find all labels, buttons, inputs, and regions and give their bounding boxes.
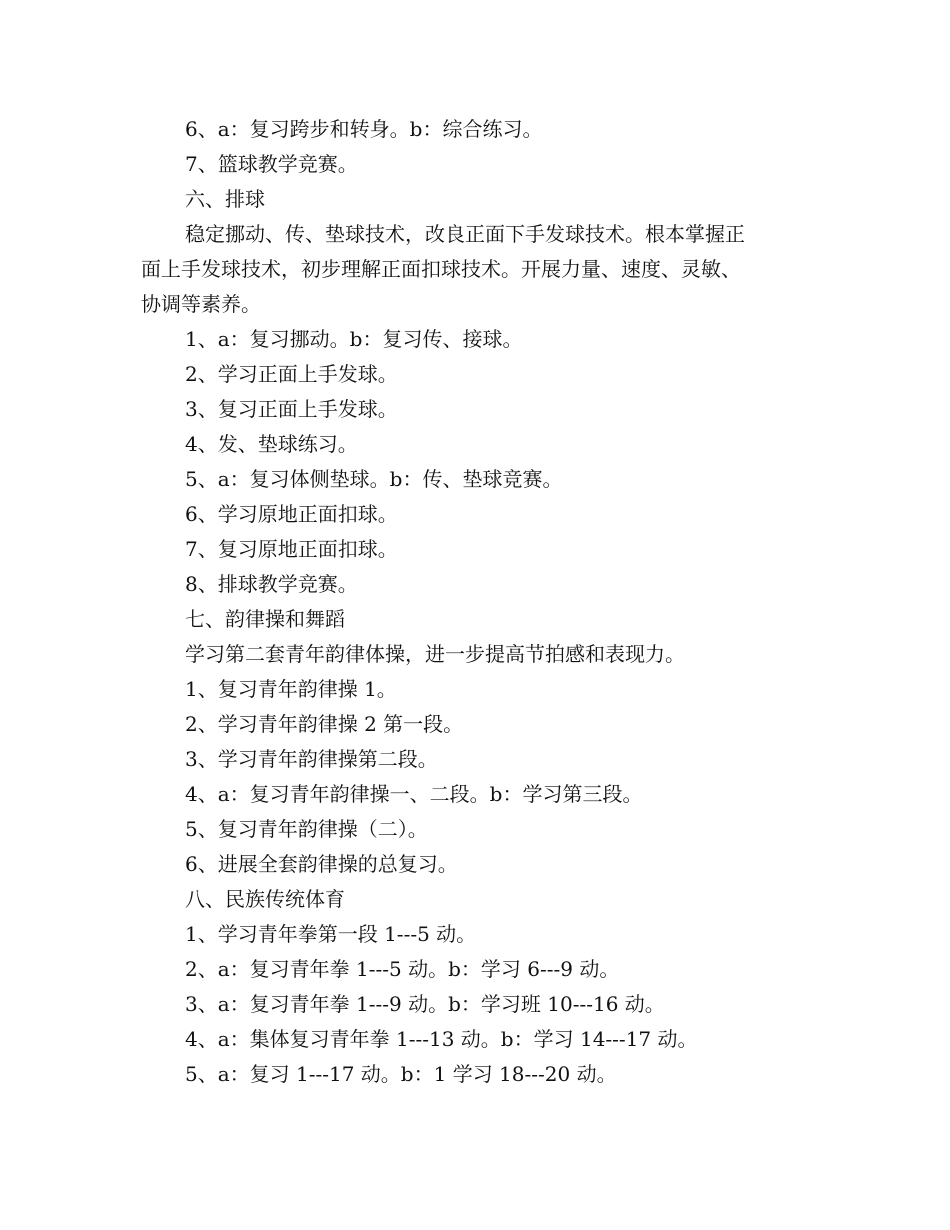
list-item: 5、a：复习体侧垫球。b：传、垫球竞赛。: [185, 467, 563, 491]
list-item: 1、a：复习挪动。b：复习传、接球。: [185, 327, 523, 351]
list-item: 2、a：复习青年拳 1---5 动。b：学习 6---9 动。: [185, 957, 620, 981]
paragraph-line: 协调等素养。: [141, 292, 261, 316]
section-heading: 六、排球: [185, 187, 265, 211]
section-heading: 七、韵律操和舞蹈: [185, 607, 345, 631]
list-item: 2、学习青年韵律操 2 第一段。: [185, 712, 464, 736]
list-item: 5、复习青年韵律操（二）。: [185, 817, 428, 841]
list-item: 3、复习正面上手发球。: [185, 397, 398, 421]
section-heading: 八、民族传统体育: [185, 887, 345, 911]
list-item: 1、学习青年拳第一段 1---5 动。: [185, 922, 477, 946]
list-item: 3、a：复习青年拳 1---9 动。b：学习班 10---16 动。: [185, 992, 665, 1016]
list-item: 4、发、垫球练习。: [185, 432, 358, 456]
list-item: 1、复习青年韵律操 1。: [185, 677, 397, 701]
list-item: 8、排球教学竞赛。: [185, 572, 358, 596]
paragraph-line: 面上手发球技术，初步理解正面扣球技术。开展力量、速度、灵敏、: [141, 257, 741, 281]
list-item: 6、进展全套韵律操的总复习。: [185, 852, 458, 876]
list-item: 4、a：复习青年韵律操一、二段。b：学习第三段。: [185, 782, 643, 806]
list-item: 7、篮球教学竞赛。: [185, 152, 358, 176]
paragraph-line: 学习第二套青年韵律体操，进一步提高节拍感和表现力。: [185, 642, 685, 666]
list-item: 7、复习原地正面扣球。: [185, 537, 398, 561]
paragraph-line: 稳定挪动、传、垫球技术，改良正面下手发球技术。根本掌握正: [185, 222, 745, 246]
list-item: 6、学习原地正面扣球。: [185, 502, 398, 526]
list-item: 6、a：复习跨步和转身。b：综合练习。: [185, 117, 543, 141]
list-item: 3、学习青年韵律操第二段。: [185, 747, 438, 771]
list-item: 2、学习正面上手发球。: [185, 362, 398, 386]
document-body: [141, 112, 821, 1092]
list-item: 4、a：集体复习青年拳 1---13 动。b：学习 14---17 动。: [185, 1027, 698, 1051]
list-item: 5、a：复习 1---17 动。b：1 学习 18---20 动。: [185, 1062, 617, 1086]
